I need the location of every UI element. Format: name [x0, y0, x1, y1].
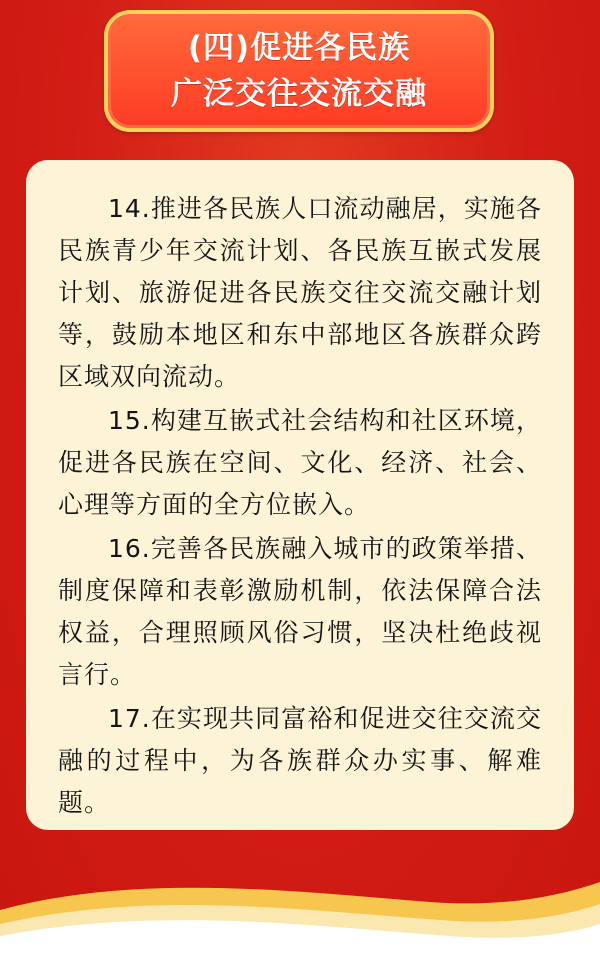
title-line-2: 广泛交往交流交融 — [171, 76, 427, 112]
paragraph-15: 15.构建互嵌式社会结构和社区环境，促进各民族在空间、文化、经济、社会、心理等方面的全方位嵌入。 — [58, 406, 542, 519]
paragraph-17: 17.在实现共同富裕和促进交往交流交融的过程中，为各族群众办实事、解难题。 — [58, 704, 542, 817]
content-card — [26, 160, 574, 830]
title-banner — [104, 10, 494, 132]
paragraph-14: 14.推进各民族人口流动融居，实施各民族青少年交流计划、各民族互嵌式发展计划、旅游促进各民族交往交流交融计划等，鼓励本地区和东中部地区各族群众跨区域双向流动。 — [58, 194, 542, 391]
paragraph-16: 16.完善各民族融入城市的政策举措、制度保障和表彰激励机制，依法保障合法权益，合理照顾风俗习惯，坚决杜绝歧视言行。 — [58, 534, 542, 689]
bottom-wave-decoration — [0, 832, 600, 962]
title-line-1: (四)促进各民族 — [187, 30, 411, 66]
